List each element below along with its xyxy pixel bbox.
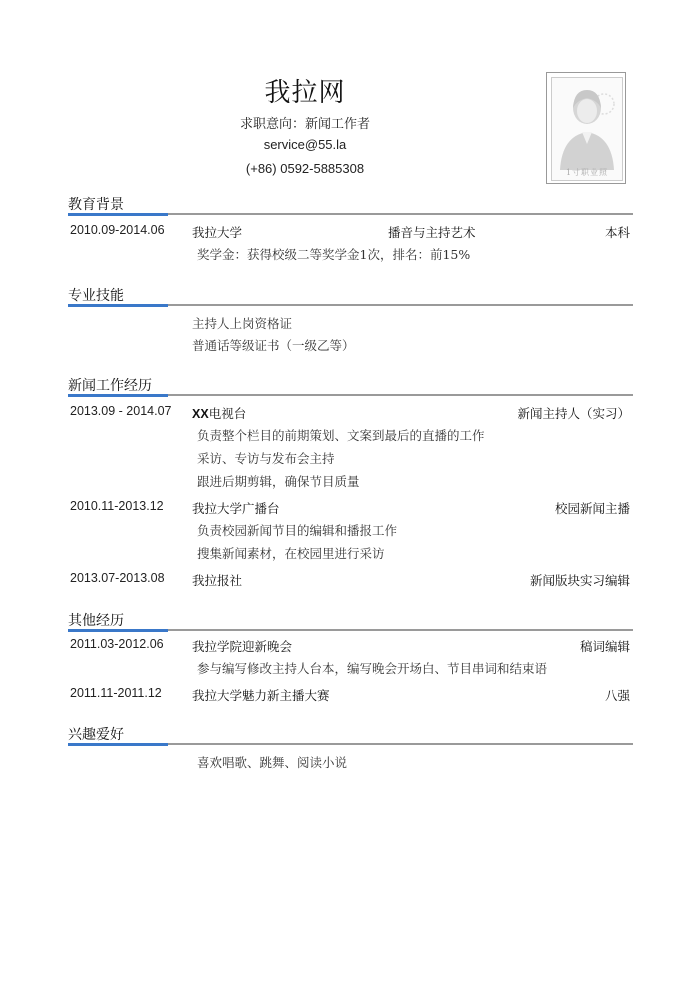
skill-item: 普通话等级证书（一级乙等） xyxy=(192,338,355,353)
other-org: 我拉学院迎新晚会 xyxy=(192,639,293,654)
work-org-name: 电视台 xyxy=(208,406,247,421)
work-detail: 负责整个栏目的前期策划、文案到最后的直播的工作 xyxy=(197,428,485,443)
work-org xyxy=(192,404,246,422)
section-divider xyxy=(68,304,633,306)
section-title-hobbies: 兴趣爱好 xyxy=(68,727,124,743)
education-major: 播音与主持艺术 xyxy=(388,225,476,240)
section-title-other: 其他经历 xyxy=(68,613,124,629)
work-org-prefix: XX xyxy=(192,407,209,421)
email: service@55.la xyxy=(263,137,347,152)
skill-item: 主持人上岗资格证 xyxy=(192,316,293,331)
work-date: 2013.07-2013.08 xyxy=(70,571,165,585)
work-detail: 跟进后期剪辑，确保节目质量 xyxy=(197,474,360,489)
section-title-news-work: 新闻工作经历 xyxy=(68,378,152,394)
section-divider xyxy=(68,743,633,745)
hobby-item: 喜欢唱歌、跳舞、阅读小说 xyxy=(197,755,348,770)
work-role: 校园新闻主播 xyxy=(554,501,630,516)
job-objective: 求职意向：新闻工作者 xyxy=(239,117,370,132)
section-title-education: 教育背景 xyxy=(68,197,124,213)
other-detail: 参与编写修改主持人台本，编写晚会开场白、节目串词和结束语 xyxy=(197,661,548,676)
section-divider xyxy=(68,213,633,215)
education-date: 2010.09-2014.06 xyxy=(70,223,165,237)
other-date: 2011.11-2011.12 xyxy=(70,686,162,700)
work-org: 我拉大学广播台 xyxy=(192,501,280,516)
work-role: 新闻版块实习编辑 xyxy=(529,573,630,588)
work-date: 2010.11-2013.12 xyxy=(70,499,164,513)
work-detail: 搜集新闻素材，在校园里进行采访 xyxy=(197,546,385,561)
photo-frame xyxy=(546,72,626,184)
education-detail: 奖学金：获得校级二等奖学金1次，排名：前15% xyxy=(197,247,471,262)
work-org: 我拉报社 xyxy=(192,573,243,588)
education-school: 我拉大学 xyxy=(192,225,243,240)
section-divider xyxy=(68,629,633,631)
education-degree: 本科 xyxy=(604,225,630,240)
work-date: 2013.09 - 2014.07 xyxy=(70,404,172,418)
other-date: 2011.03-2012.06 xyxy=(70,637,164,651)
section-title-skills: 专业技能 xyxy=(68,288,124,304)
work-detail: 采访、专访与发布会主持 xyxy=(197,451,335,466)
work-detail: 负责校园新闻节目的编辑和播报工作 xyxy=(197,523,398,538)
work-role: 新闻主持人（实习） xyxy=(517,406,630,421)
other-role: 八强 xyxy=(604,688,630,703)
candidate-name: 我拉网 xyxy=(264,78,346,108)
photo-caption: 1寸职业照 xyxy=(565,168,609,177)
person-silhouette-icon xyxy=(552,78,622,170)
phone: (+86) 0592-5885308 xyxy=(245,161,365,176)
section-divider xyxy=(68,394,633,396)
avatar xyxy=(551,77,623,181)
other-role: 稿词编辑 xyxy=(579,639,630,654)
other-org: 我拉大学魅力新主播大赛 xyxy=(192,688,330,703)
